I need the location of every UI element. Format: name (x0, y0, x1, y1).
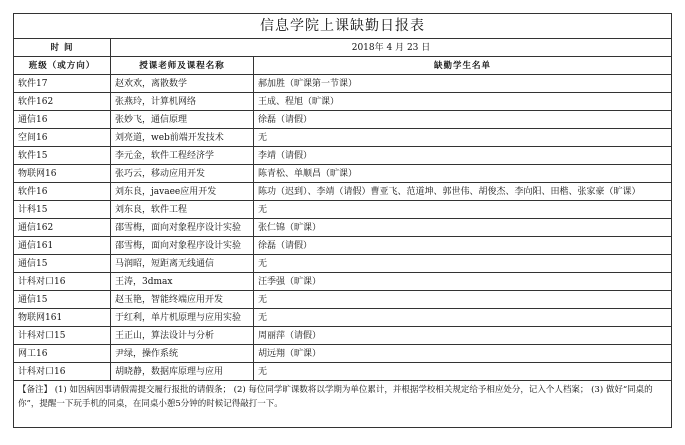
table-row (14, 363, 672, 381)
header-class: 班级（或方向） (14, 57, 111, 75)
table-row (14, 291, 672, 309)
report-date: 2018年 4 月 23 日 (111, 39, 672, 57)
cell-absent: 李靖（请假） (254, 147, 672, 165)
cell-teacher-course: 刘东良，软件工程 (111, 201, 254, 219)
cell-class: 计科对口15 (14, 327, 111, 345)
cell-absent: 陈青松、单顺昌（旷课） (254, 165, 672, 183)
cell-teacher-course: 王涛，3dmax (111, 273, 254, 291)
cell-class: 软件162 (14, 93, 111, 111)
cell-absent: 周丽萍（请假） (254, 327, 672, 345)
cell-absent: 无 (254, 129, 672, 147)
cell-teacher-course: 邵雪梅，面向对象程序设计实验 (111, 219, 254, 237)
cell-class: 通信15 (14, 291, 111, 309)
note-text: 【备注】 (1) 如因病因事请假需提交履行报批的请假条； (2) 每位同学旷课数将以学期为单位累计，并根据学校相关规定给予相应处分，记入个人档案； (3) 做好“同桌的你”，提醒一下玩手机的同桌，在同桌小憩5分钟的时候记得敲打一下。 (14, 381, 672, 428)
cell-absent: 郝加胜（旷课第一节课） (254, 75, 672, 93)
table-row (14, 183, 672, 201)
note-row (14, 381, 672, 428)
cell-teacher-course: 刘亮道，web前端开发技术 (111, 129, 254, 147)
cell-class: 软件15 (14, 147, 111, 165)
cell-class: 通信15 (14, 255, 111, 273)
cell-class: 计科对口16 (14, 273, 111, 291)
cell-absent: 王成、程旭（旷课） (254, 93, 672, 111)
table-row (14, 255, 672, 273)
table-row (14, 147, 672, 165)
cell-absent: 胡远翔（旷课） (254, 345, 672, 363)
attendance-table (13, 13, 672, 428)
cell-absent: 陈功（迟到）、李靖（请假）曹亚飞、范道坤、郭世伟、胡俊杰、李向阳、田楷、张家豪（旷课） (254, 183, 672, 201)
cell-absent: 无 (254, 291, 672, 309)
cell-class: 通信16 (14, 111, 111, 129)
header-teacher-course: 授课老师及课程名称 (111, 57, 254, 75)
header-row (14, 57, 672, 75)
table-row (14, 111, 672, 129)
cell-teacher-course: 王正山，算法设计与分析 (111, 327, 254, 345)
header-absent: 缺勤学生名单 (254, 57, 672, 75)
cell-class: 计科15 (14, 201, 111, 219)
cell-teacher-course: 于红利，单片机原理与应用实验 (111, 309, 254, 327)
cell-teacher-course: 赵玉艳，智能终端应用开发 (111, 291, 254, 309)
cell-teacher-course: 李元金，软件工程经济学 (111, 147, 254, 165)
cell-absent: 无 (254, 363, 672, 381)
cell-class: 通信161 (14, 237, 111, 255)
table-row (14, 327, 672, 345)
cell-class: 空间16 (14, 129, 111, 147)
cell-class: 物联网16 (14, 165, 111, 183)
table-row (14, 219, 672, 237)
cell-class: 软件17 (14, 75, 111, 93)
cell-absent: 无 (254, 309, 672, 327)
cell-teacher-course: 邵雪梅，面向对象程序设计实验 (111, 237, 254, 255)
table-row (14, 93, 672, 111)
time-label: 时 间 (14, 39, 111, 57)
cell-class: 软件16 (14, 183, 111, 201)
cell-absent: 徐磊（请假） (254, 111, 672, 129)
cell-teacher-course: 张巧云，移动应用开发 (111, 165, 254, 183)
title-row (14, 14, 672, 39)
cell-teacher-course: 马润昭，短距离无线通信 (111, 255, 254, 273)
cell-absent: 徐磊（请假） (254, 237, 672, 255)
cell-class: 物联网161 (14, 309, 111, 327)
report-title: 信息学院上课缺勤日报表 (14, 14, 672, 39)
table-row (14, 165, 672, 183)
table-row (14, 75, 672, 93)
table-row (14, 309, 672, 327)
cell-teacher-course: 赵欢欢，离散数学 (111, 75, 254, 93)
cell-teacher-course: 张燕玲，计算机网络 (111, 93, 254, 111)
table-row (14, 237, 672, 255)
table-row (14, 345, 672, 363)
cell-absent: 汪季强（旷课） (254, 273, 672, 291)
table-row (14, 201, 672, 219)
cell-class: 计科对口16 (14, 363, 111, 381)
cell-absent: 无 (254, 201, 672, 219)
cell-class: 网工16 (14, 345, 111, 363)
cell-teacher-course: 张妙飞，通信原理 (111, 111, 254, 129)
cell-absent: 无 (254, 255, 672, 273)
attendance-report-sheet (13, 13, 672, 428)
cell-absent: 张仁锦（旷课） (254, 219, 672, 237)
cell-teacher-course: 尹绿，操作系统 (111, 345, 254, 363)
cell-teacher-course: 胡晓静，数据库原理与应用 (111, 363, 254, 381)
table-row (14, 273, 672, 291)
cell-teacher-course: 刘东良，javaee应用开发 (111, 183, 254, 201)
cell-class: 通信162 (14, 219, 111, 237)
table-row (14, 129, 672, 147)
date-row (14, 39, 672, 57)
